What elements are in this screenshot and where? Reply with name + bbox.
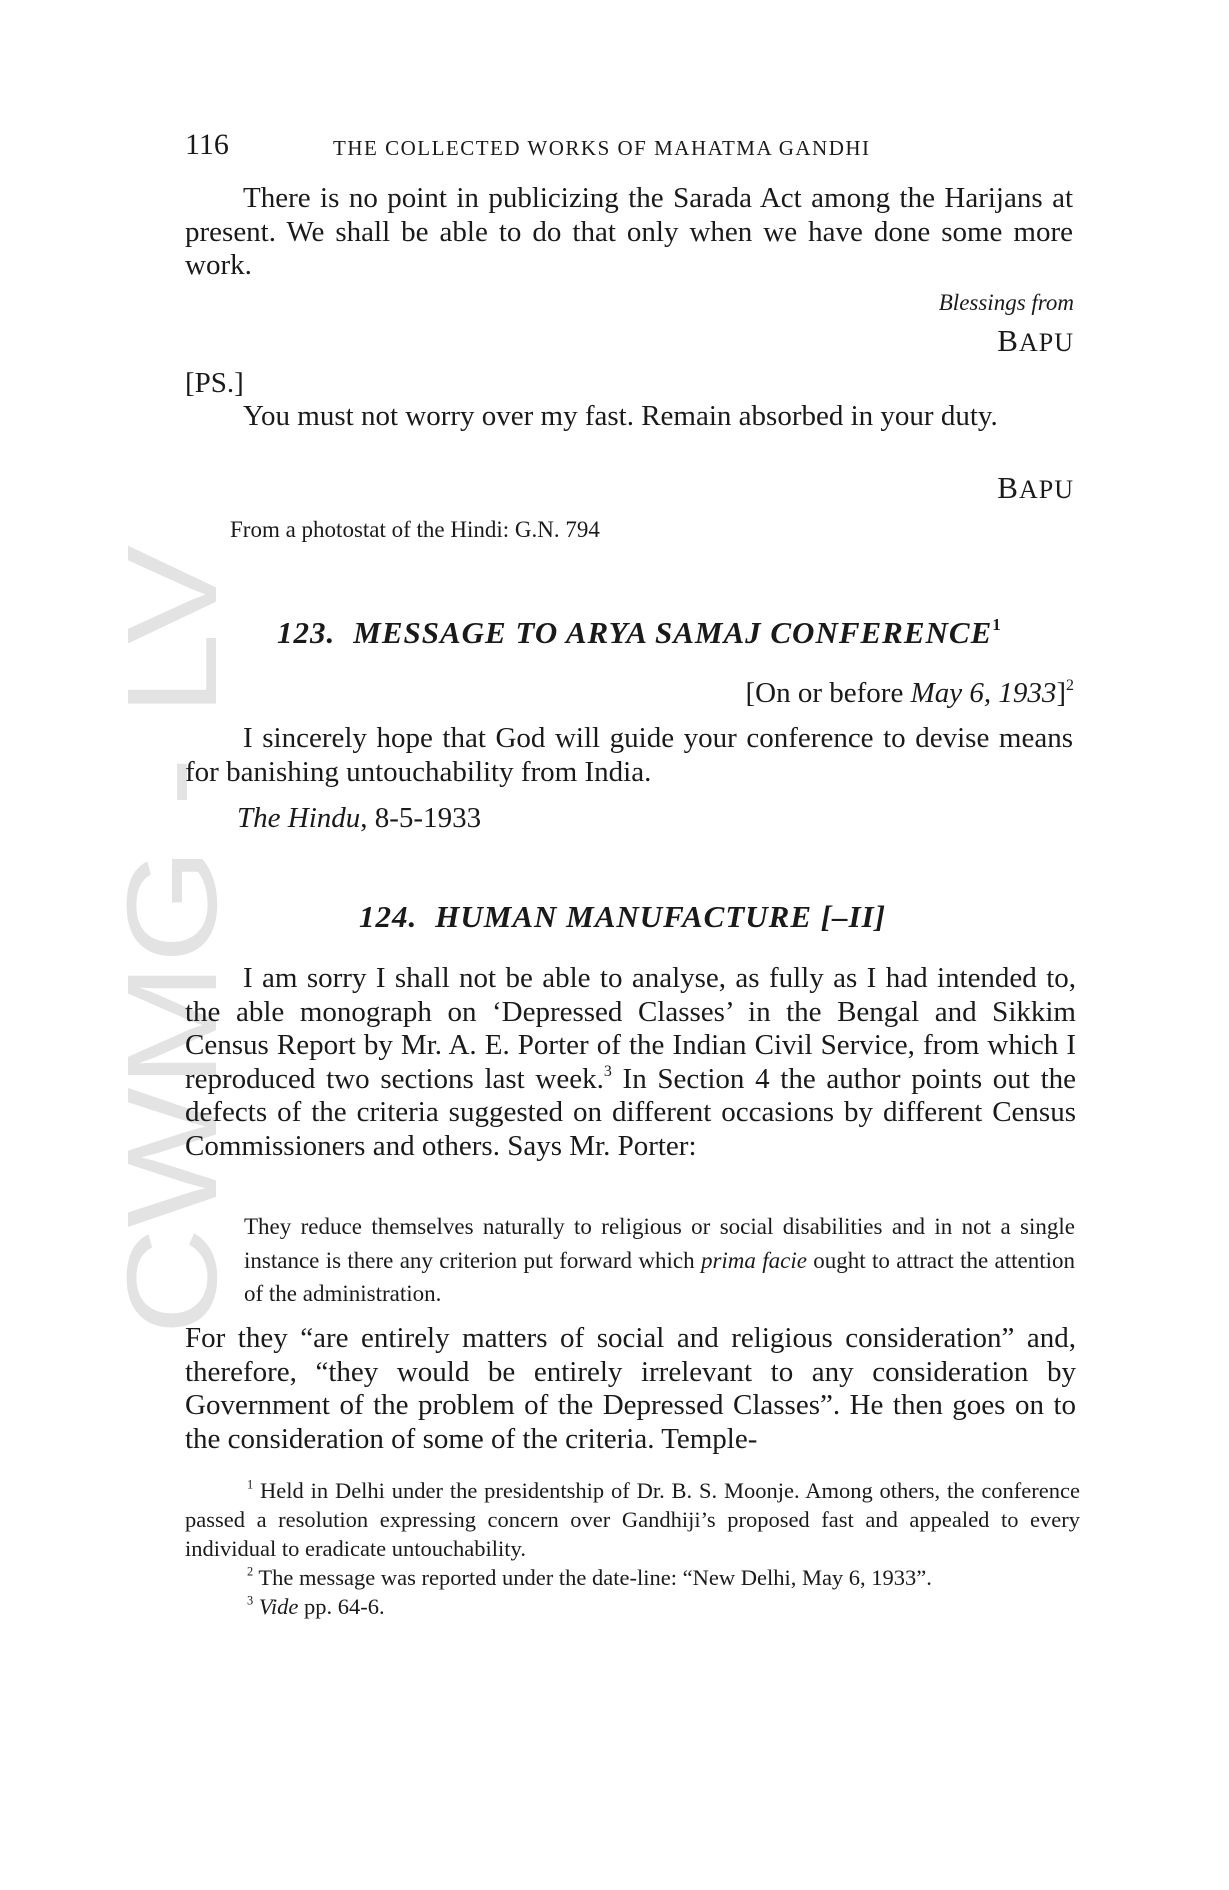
footnote-1-mark: 1 (247, 1477, 254, 1492)
running-header (185, 128, 1075, 164)
footnote-ref-2: 2 (1066, 677, 1074, 695)
para-1-part-b: In Section 4 the author points out the defects of the criteria suggested on different occasions by different Census Commissioners and others. Says Mr. Porter: (185, 1062, 1076, 1162)
section-123-title: MESSAGE TO ARYA SAMAJ CONFERENCE (353, 615, 993, 650)
section-123-number: 123. (277, 615, 336, 650)
ps-signature-initial: B (997, 470, 1019, 505)
quote-part-b: ought to attract the attention of the administration. (244, 1247, 1075, 1306)
section-123-heading (277, 615, 1002, 651)
source-rest: , 8-5-1933 (360, 802, 482, 834)
letter-source: From a photostat of the Hindi: G.N. 794 (230, 517, 600, 542)
page-number: 116 (185, 128, 229, 161)
section-124-number: 124. (359, 899, 418, 934)
date-prefix: [On or before (745, 677, 911, 709)
footnote-1-text: Held in Delhi under the presidentship of Dr. B. S. Moonje. Among others, the conference passed a resolution expressing concern over Gandhiji’s proposed fast and appealed to every individual to eradicate untouchability. (185, 1478, 1080, 1561)
footnote-2-text: The message was reported under the date-line: “New Delhi, May 6, 1933”. (253, 1565, 932, 1590)
section-124-title: HUMAN MANUFACTURE [–II] (435, 899, 887, 934)
footnote-2-mark: 2 (247, 1564, 254, 1579)
footnote-ref-1: 1 (992, 615, 1002, 635)
quote-part-a: They reduce themselves naturally to religious or social disabilities and in not a single instance is there any criterion put forward which (244, 1214, 1075, 1273)
section-123-body: I sincerely hope that God will guide your conference to devise means for banishing untouchability from India. (185, 722, 1073, 788)
date-suffix: ] (1056, 677, 1067, 709)
footnote-3-mark: 3 (247, 1593, 254, 1608)
letter-body: There is no point in publicizing the Sarada Act among the Harijans at present. We shall be able to do that only when we have done some more work. (185, 182, 1073, 281)
ps-label: [PS.] (185, 367, 244, 399)
letter-closing: Blessings from (938, 290, 1074, 315)
signature-rest: APU (1018, 328, 1074, 357)
date-italic: May 6, 1933 (910, 677, 1057, 709)
footnote-1 (185, 1476, 1080, 1563)
ps-body: You must not worry over my fast. Remain absorbed in your duty. (243, 400, 998, 432)
letter-signature (997, 323, 1074, 359)
footnote-2 (185, 1563, 1080, 1592)
footnote-ref-3: 3 (603, 1062, 612, 1080)
porter-quote (244, 1210, 1075, 1311)
section-124-heading (359, 899, 886, 935)
footnote-3-italic: Vide (253, 1594, 299, 1619)
signature-initial: B (997, 323, 1019, 358)
ps-signature-rest: APU (1018, 475, 1074, 504)
footnote-3-text: pp. 64-6. (298, 1594, 385, 1619)
watermark-text: CWMG - LV (101, 654, 244, 1335)
running-title: THE COLLECTED WORKS OF MAHATMA GANDHI (333, 136, 871, 160)
footnote-3 (185, 1592, 1080, 1621)
footnotes (185, 1476, 1080, 1621)
quote-italic: prima facie (700, 1247, 807, 1273)
section-123-source (237, 802, 737, 836)
para-1-part-a: I am sorry I shall not be able to analyse, as fully as I had intended to, the able monograph on ‘Depressed Classes’ in the Bengal and Sikkim Census Report by Mr. A. E. Porter of the Indian Civil Service, from which I reproduced two sections last week. (185, 962, 1076, 1095)
section-124-para-2: For they “are entirely matters of social and religious consideration” and, therefore, “they would be entirely irrelevant to any consideration by Government of the problem of the Depressed Classes”. He then goes on to the consideration of some of the criteria. Temple- (185, 1322, 1076, 1455)
ps-signature (997, 470, 1074, 506)
source-italic: The Hindu (237, 802, 361, 834)
section-124-para-1 (185, 962, 1076, 1163)
section-123-date (746, 677, 1075, 710)
